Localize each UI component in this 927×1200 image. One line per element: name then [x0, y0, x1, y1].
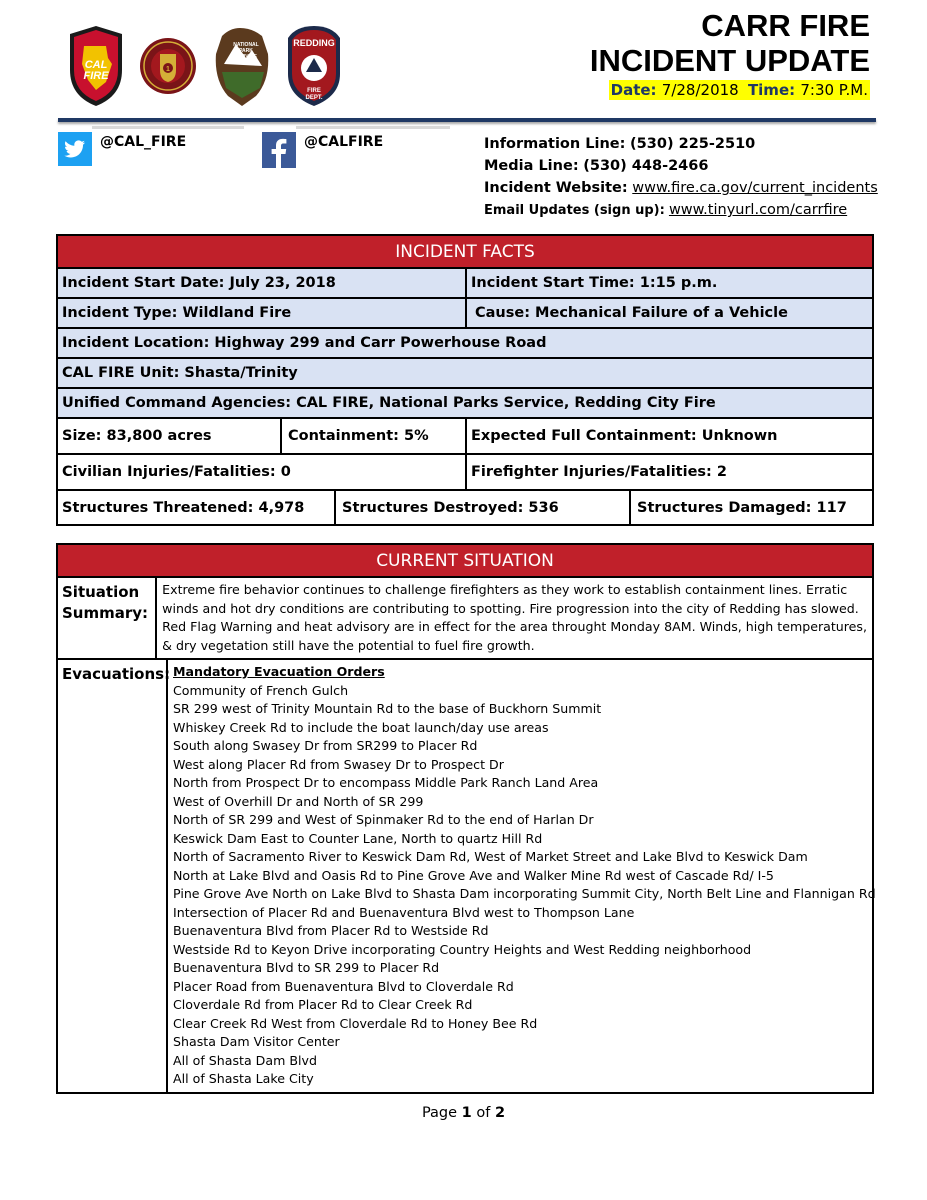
structures-threatened: Structures Threatened: 4,978	[58, 491, 336, 524]
evacuation-item: West of Overhill Dr and North of SR 299	[173, 793, 424, 809]
summary-line: winds and hot dry conditions are contributing to spotting. Fire progression into the city of Redding has slowed.	[162, 600, 859, 616]
header-divider	[58, 118, 876, 122]
summary-line: & dry vegetation still have the potential to fuel fire growth.	[162, 637, 535, 653]
incident-cause: Cause: Mechanical Failure of a Vehicle	[467, 299, 872, 327]
facts-row-size	[58, 419, 872, 455]
evacuation-item: Buenaventura Blvd from Placer Rd to Westside Rd	[173, 923, 489, 938]
of-word: of	[476, 1105, 491, 1121]
time-label: Time:	[747, 81, 796, 99]
cal-fire-logo	[66, 24, 126, 108]
incident-website-link[interactable]: www.fire.ca.gov/current_incidents	[632, 180, 878, 196]
information-line	[484, 133, 878, 155]
date-label: Date:	[610, 81, 657, 99]
redding-fire-dept-logo	[284, 24, 344, 108]
svg-text:PARK: PARK	[239, 48, 253, 54]
national-park-service-logo	[212, 24, 272, 108]
page-total: 2	[494, 1105, 506, 1121]
incident-facts-heading: INCIDENT FACTS	[58, 236, 872, 269]
evacuation-item: All of Shasta Dam Blvd	[173, 1052, 317, 1068]
facts-row-location	[58, 329, 872, 359]
evacuation-item: Clear Creek Rd West from Cloverdale Rd to Honey Bee Rd	[173, 1015, 538, 1031]
facts-row-injuries	[58, 455, 872, 491]
cal-fire-unit: CAL FIRE Unit: Shasta/Trinity	[58, 359, 872, 387]
svg-text:NATIONAL: NATIONAL	[233, 42, 259, 48]
evacuation-item: Cloverdale Rd from Placer Rd to Clear Creek Rd	[173, 997, 473, 1012]
twitter-handle-text: @CAL_FIRE	[100, 134, 187, 150]
evacuation-item: Placer Road from Buenaventura Blvd to Cloverdale Rd	[173, 978, 514, 994]
media-line	[484, 155, 878, 177]
contact-info	[484, 133, 878, 222]
facts-row-type	[58, 299, 872, 329]
evacuations-label: Evacuations:	[58, 660, 168, 1092]
information-line-label: Information Line:	[484, 136, 626, 152]
incident-facts-table	[56, 234, 874, 526]
twitter-icon	[58, 132, 92, 166]
svg-text:DEPT.: DEPT.	[305, 95, 323, 101]
page-current: 1	[461, 1105, 472, 1121]
email-updates-link[interactable]: www.tinyurl.com/carrfire	[668, 202, 848, 218]
evacuation-item: North of Sacramento River to Keswick Dam Rd, West of Market Street and Lake Blvd to Keswick Dam	[173, 849, 808, 864]
facts-row-start	[58, 269, 872, 299]
mandatory-evacuation-title: Mandatory Evacuation Orders	[173, 664, 385, 679]
situation-summary-label	[58, 578, 157, 658]
evacuation-item: All of Shasta Lake City	[173, 1071, 314, 1086]
firefighter-injuries: Firefighter Injuries/Fatalities: 2	[471, 464, 727, 480]
incident-management-team-logo	[138, 24, 198, 108]
evacuation-item: Community of French Gulch	[173, 682, 349, 698]
title-incident-update: INCIDENT UPDATE	[589, 43, 870, 78]
civilian-injuries: Civilian Injuries/Fatalities: 0	[58, 455, 467, 489]
facebook-icon	[262, 132, 296, 168]
date-time-line	[609, 80, 870, 100]
situation-summary-text	[157, 578, 872, 658]
structures-damaged: Structures Damaged: 117	[637, 499, 847, 516]
incident-location: Incident Location: Highway 299 and Carr Powerhouse Road	[58, 329, 872, 357]
time-value: 7:30 P.M.	[800, 81, 868, 99]
facebook-handle[interactable]	[262, 132, 383, 168]
facts-row-structures	[58, 491, 872, 524]
twitter-handle[interactable]	[58, 132, 186, 166]
evacuation-item: North of SR 299 and West of Spinmaker Rd to the end of Harlan Dr	[173, 812, 594, 827]
expected-full-containment: Expected Full Containment: Unknown	[471, 428, 778, 444]
evacuation-item: Buenaventura Blvd to SR 299 to Placer Rd	[173, 960, 440, 975]
incident-website-label: Incident Website:	[484, 180, 628, 196]
evacuation-item: North from Prospect Dr to encompass Middle Park Ranch Land Area	[173, 775, 599, 790]
incident-type: Incident Type: Wildland Fire	[58, 299, 467, 327]
situation-summary-label-line1: Situation	[62, 583, 140, 601]
media-line-value: (530) 448-2466	[583, 158, 709, 174]
summary-line: Extreme fire behavior continues to challenge firefighters as they work to establish containment lines. Erratic	[162, 582, 848, 597]
evacuation-item: Westside Rd to Keyon Drive incorporating Country Heights and West Redding neighborhood	[173, 941, 752, 957]
svg-text:SERVICE: SERVICE	[235, 54, 257, 60]
svg-text:1: 1	[166, 66, 170, 73]
situation-summary-row	[58, 578, 872, 660]
structures-destroyed: Structures Destroyed: 536	[336, 491, 631, 524]
fire-size: Size: 83,800 acres	[58, 419, 282, 453]
summary-line: Red Flag Warning and heat advisory are in effect for the area throught Monday 8AM. Winds, high temperatures,	[162, 619, 867, 634]
facts-row-agencies	[58, 389, 872, 419]
email-updates-label: Email Updates (sign up):	[484, 203, 665, 218]
evacuation-item: SR 299 west of Trinity Mountain Rd to the base of Buckhorn Summit	[173, 701, 602, 716]
page-word: Page	[421, 1105, 458, 1121]
evacuation-item: Whiskey Creek Rd to include the boat launch/day use areas	[173, 719, 549, 735]
svg-text:FIRE: FIRE	[83, 70, 109, 82]
svg-text:FIRE: FIRE	[307, 88, 321, 94]
incident-website	[484, 177, 878, 199]
evacuation-item: West along Placer Rd from Swasey Dr to Prospect Dr	[173, 756, 504, 772]
evacuations-row	[58, 660, 876, 1092]
current-situation-heading: CURRENT SITUATION	[58, 545, 872, 578]
evacuation-item: Pine Grove Ave North on Lake Blvd to Shasta Dam incorporating Summit City, North Belt Line and Flannigan Rd	[173, 886, 876, 901]
svg-text:CAL: CAL	[84, 59, 108, 71]
evacuation-item: Keswick Dam East to Counter Lane, North to quartz Hill Rd	[173, 830, 543, 846]
svg-text:REDDING: REDDING	[293, 38, 335, 48]
facebook-handle-text: @CALFIRE	[304, 134, 384, 150]
facebook-divider	[296, 126, 450, 129]
fire-containment: Containment: 5%	[282, 419, 467, 453]
facts-row-unit	[58, 359, 872, 389]
title-block	[590, 8, 870, 100]
current-situation-table	[56, 543, 874, 1094]
page-number	[0, 1105, 927, 1121]
unified-command-agencies: Unified Command Agencies: CAL FIRE, National Parks Service, Redding City Fire	[58, 389, 872, 417]
incident-start-date: Incident Start Date: July 23, 2018	[58, 269, 467, 297]
information-line-value: (530) 225-2510	[630, 136, 756, 152]
evacuation-item: South along Swasey Dr from SR299 to Placer Rd	[173, 738, 478, 753]
evacuation-item: Shasta Dam Visitor Center	[173, 1034, 340, 1049]
date-value: 7/28/2018	[661, 81, 739, 99]
situation-summary-label-line2: Summary:	[62, 604, 149, 622]
media-line-label: Media Line:	[484, 158, 579, 174]
evacuation-item: Intersection of Placer Rd and Buenaventura Blvd west to Thompson Lane	[173, 904, 635, 920]
evacuation-item: North at Lake Blvd and Oasis Rd to Pine Grove Ave and Walker Mine Rd west of Cascade Rd/ I-5	[173, 867, 774, 883]
title-carr-fire: CARR FIRE	[701, 8, 870, 43]
twitter-divider	[92, 126, 244, 129]
email-updates	[484, 199, 878, 222]
evacuations-list	[168, 660, 881, 1092]
incident-start-time: Incident Start Time: 1:15 p.m.	[467, 269, 872, 297]
